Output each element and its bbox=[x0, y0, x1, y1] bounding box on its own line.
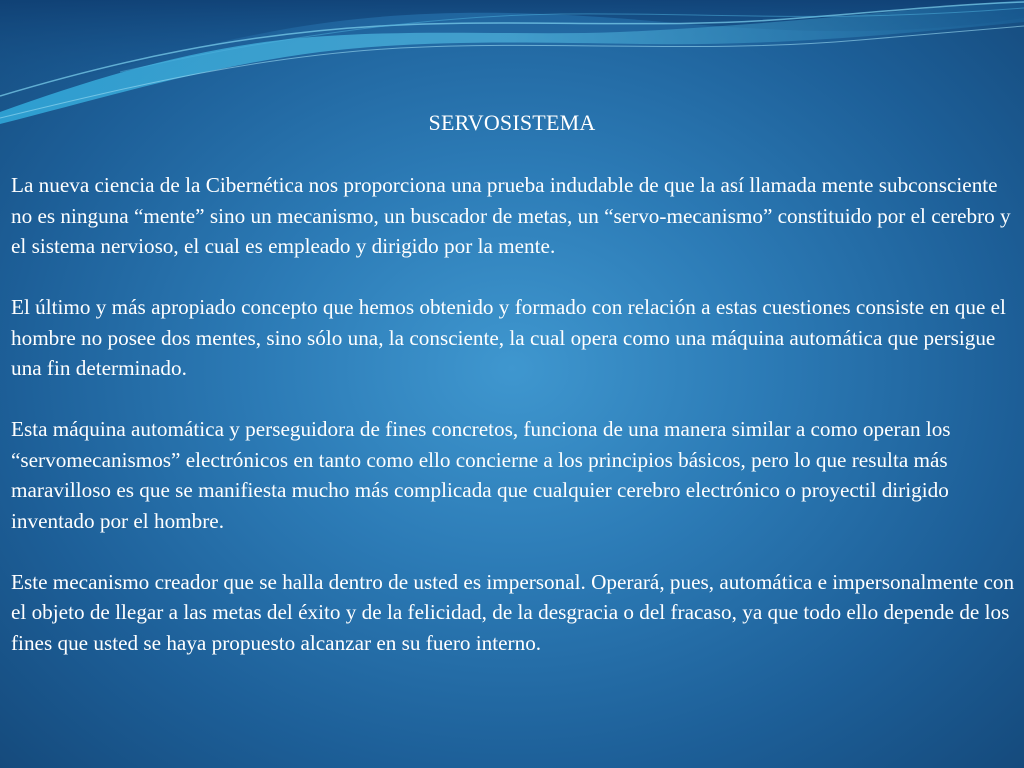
paragraph-3: Esta máquina automática y perseguidora de fines concretos, funciona de una manera similar a como operan los “servomecanismos” electrónicos en tanto como ello concierne a los principios básicos, pero lo que resulta más maravilloso es que se manifiesta mucho más complicada que cualquier cerebro electrónico o proyectil dirigido inventado por el hombre. bbox=[11, 417, 951, 533]
paragraph-1: La nueva ciencia de la Cibernética nos proporciona una prueba indudable de que la así llamada mente subconsciente no es ninguna “mente” sino un mecanismo, un buscador de metas, un “servo-mecanismo” constituido por el cerebro y el sistema nervioso, el cual es empleado y dirigido por la mente. bbox=[11, 173, 1011, 258]
paragraph-2: El último y más apropiado concepto que hemos obtenido y formado con relación a estas cuestiones consiste en que el hombre no posee dos mentes, sino sólo una, la consciente, la cual opera como una máquina automática que persigue una fin determinado. bbox=[11, 295, 1006, 380]
paragraph-4: Este mecanismo creador que se halla dentro de usted es impersonal. Operará, pues, automática e impersonalmente con el objeto de llegar a las metas del éxito y de la felicidad, de la desgracia o del fracaso, ya que todo ello depende de los fines que usted se haya propuesto alcanzar en su fuero interno. bbox=[11, 569, 1015, 655]
slide-title: SERVOSISTEMA bbox=[428, 110, 596, 135]
slide-body bbox=[11, 170, 1015, 689]
